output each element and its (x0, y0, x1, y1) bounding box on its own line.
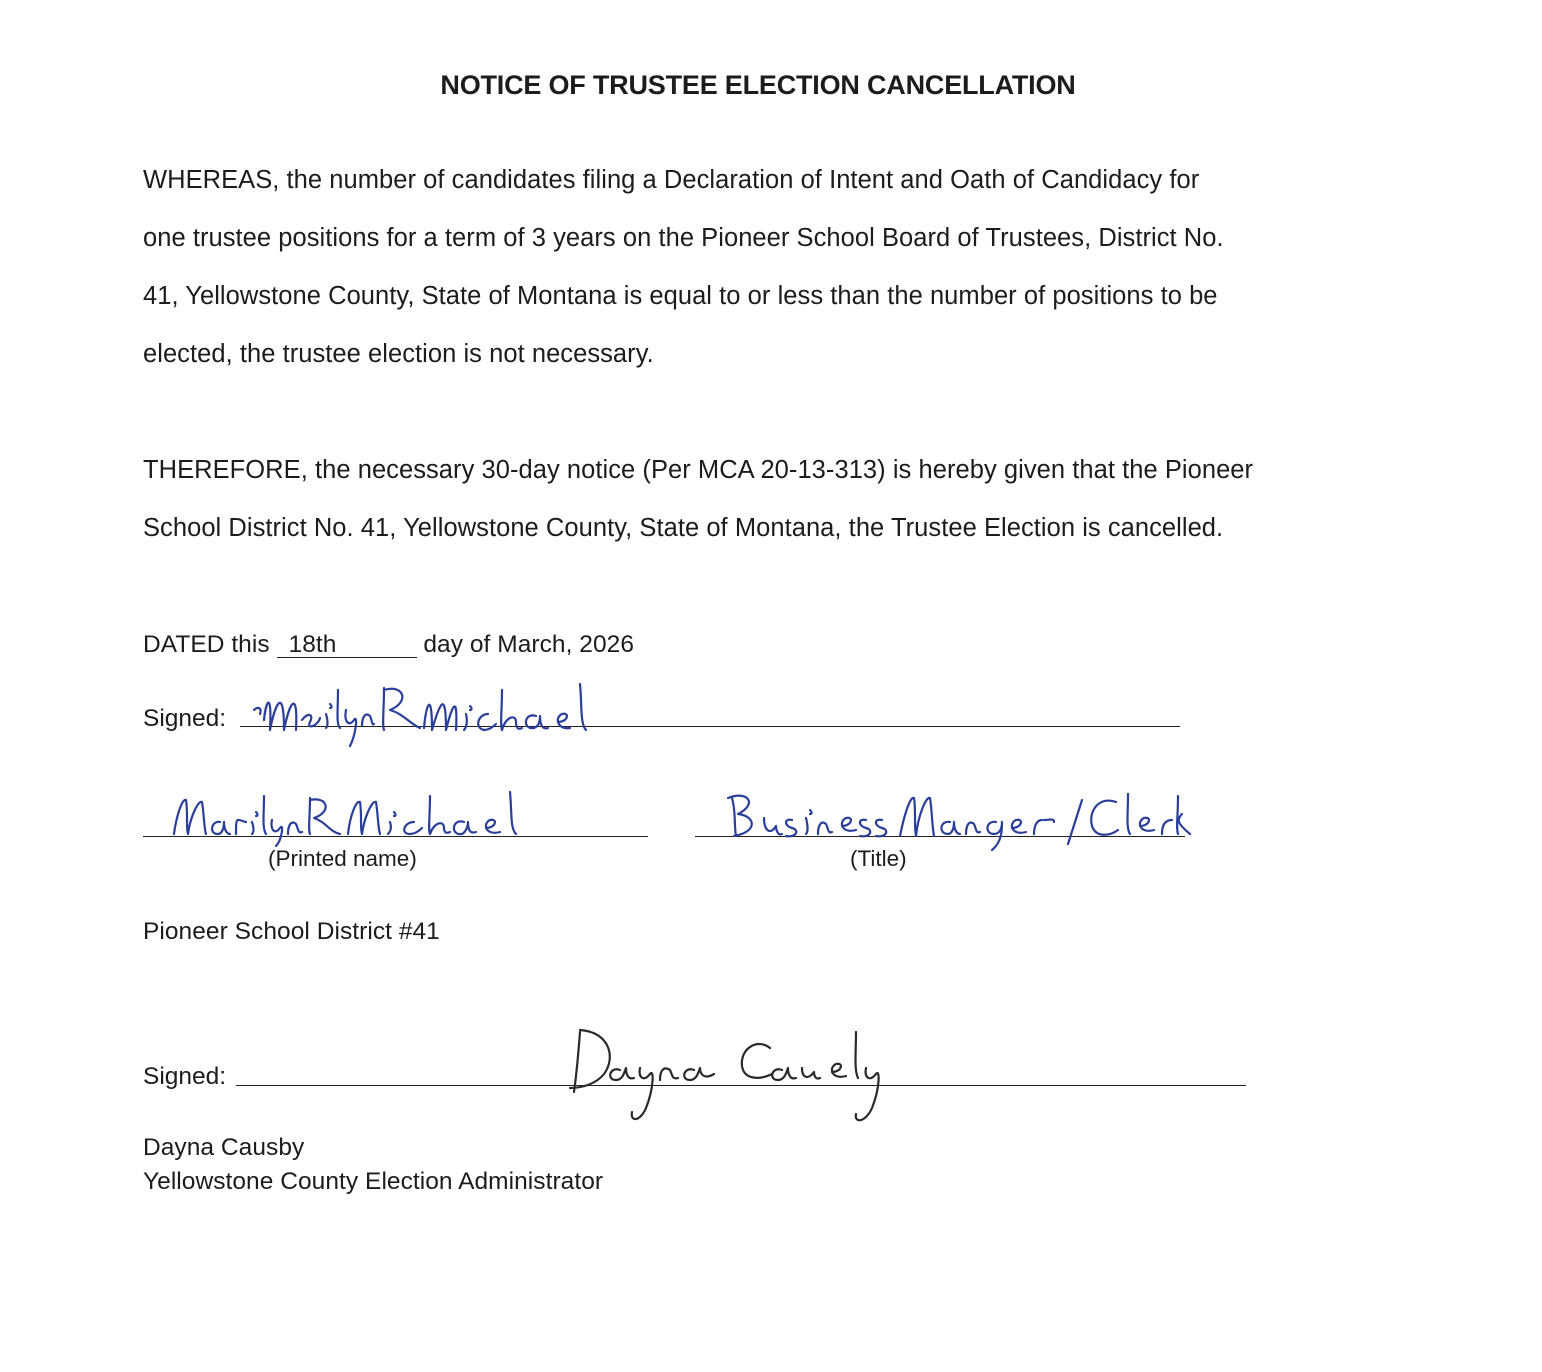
clerk-signed-label: Signed: (143, 705, 227, 732)
clerk-signature (244, 680, 614, 750)
dated-day-field (277, 633, 417, 658)
whereas-line-2: one trustee positions for a term of 3 years on the Pioneer School Board of Trustees, District No. (143, 224, 1224, 252)
printed-name-caption: (Printed name) (268, 846, 417, 871)
dated-suffix: day of March, 2026 (423, 631, 635, 658)
printed-name-handwritten (160, 788, 530, 848)
dated-line (143, 631, 634, 659)
admin-signed-label: Signed: (143, 1063, 227, 1090)
dated-prefix: DATED this (143, 631, 270, 658)
whereas-line-3: 41, Yellowstone County, State of Montana is equal to or less than the number of positions to be (143, 282, 1218, 310)
document-title: NOTICE OF TRUSTEE ELECTION CANCELLATION (440, 70, 1076, 100)
therefore-line-2: School District No. 41, Yellowstone County, State of Montana, the Trustee Election is cancelled. (143, 514, 1224, 542)
whereas-line-1: WHEREAS, the number of candidates filing a Declaration of Intent and Oath of Candidacy for (143, 166, 1200, 194)
dated-day: 18th (288, 631, 337, 658)
organization-name: Pioneer School District #41 (143, 918, 440, 945)
admin-position: Yellowstone County Election Administrator (143, 1168, 604, 1195)
admin-signature (560, 1018, 910, 1138)
admin-name: Dayna Causby (143, 1134, 305, 1161)
whereas-line-4: elected, the trustee election is not necessary. (143, 340, 654, 368)
title-handwritten (720, 786, 1190, 856)
title-caption: (Title) (850, 846, 907, 871)
therefore-line-1: THEREFORE, the necessary 30-day notice (Per MCA 20-13-313) is hereby given that the Pioneer (143, 456, 1254, 484)
